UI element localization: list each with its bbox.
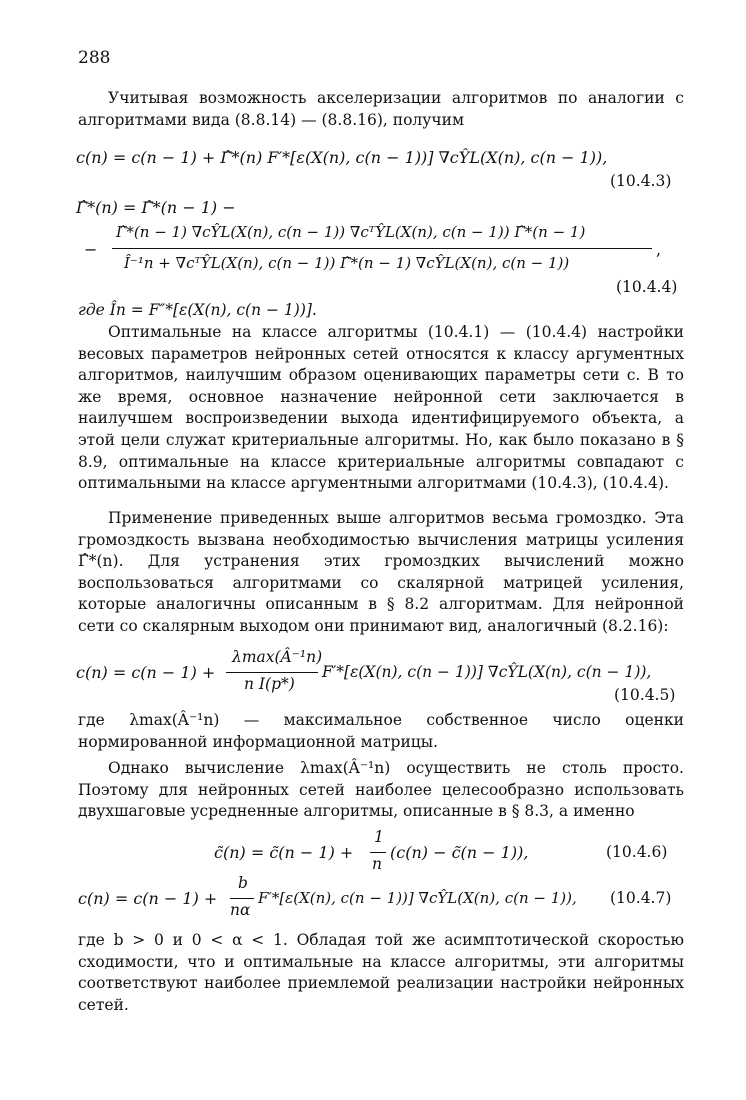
paragraph-3: Однако вычисление λmax(Â⁻¹n) осуществить не столь просто. Поэтому для нейронных сетей наиболее целесообразно использовать двухшаговые усредненные алгоритмы, описанные в § 8.3, а именно	[78, 759, 684, 821]
equation-10-4-7-denominator: nα	[230, 901, 251, 919]
equation-10-4-4-minus: −	[84, 240, 98, 259]
where-definition-1: где În = F″*[ε(X(n), c(n − 1))].	[78, 301, 317, 319]
equation-10-4-7-right: F′*[ε(X(n), c(n − 1))] ∇cŶL(X(n), c(n − 1)),	[258, 889, 577, 907]
equation-10-4-6-denominator: n	[372, 855, 382, 873]
equation-10-4-6-numerator: 1	[374, 828, 384, 846]
equation-10-4-7-left: c(n) = c(n − 1) +	[78, 889, 218, 908]
where-definition-2: где λmax(Â⁻¹n) — максимальное собственное число оценки нормированной информационной матрицы.	[78, 711, 684, 751]
equation-number-10-4-5: (10.4.5)	[614, 686, 676, 704]
page-number: 288	[78, 48, 111, 68]
equation-10-4-6-fraction-bar	[370, 852, 386, 853]
equation-10-4-4-line1: Γ̂*(n) = Γ̂*(n − 1) −	[76, 198, 236, 217]
equation-number-10-4-3: (10.4.3)	[610, 172, 672, 190]
equation-10-4-4-comma: ,	[656, 240, 662, 259]
equation-10-4-5-left: c(n) = c(n − 1) +	[76, 663, 216, 682]
equation-10-4-5-right: F′*[ε(X(n), c(n − 1))] ∇cŶL(X(n), c(n − 1)),	[322, 663, 652, 681]
equation-10-4-5-denominator: n I(p*)	[244, 675, 295, 693]
equation-10-4-7-fraction-bar	[230, 898, 254, 899]
intro-paragraph: Учитывая возможность акселеризации алгоритмов по аналогии с алгоритмами вида (8.8.14) — (8.8.16), получим	[78, 89, 684, 129]
equation-10-4-4-fraction-bar	[112, 248, 652, 249]
equation-number-10-4-4: (10.4.4)	[616, 278, 678, 296]
equation-10-4-5-fraction-bar	[226, 672, 318, 673]
equation-10-4-6-right: (c(n) − c̃(n − 1)),	[390, 843, 529, 862]
equation-number-10-4-7: (10.4.7)	[610, 889, 672, 907]
equation-10-4-6-left: c̃(n) = c̃(n − 1) +	[214, 843, 354, 862]
paragraph-4: где b > 0 и 0 < α < 1. Обладая той же асимптотической скоростью сходимости, что и оптимальные на классе алгоритмы, эти алгоритмы соответствуют наиболее приемлемой реализации настройки нейронных сетей.	[78, 931, 684, 1014]
equation-10-4-5-numerator: λmax(Â⁻¹n)	[232, 648, 323, 666]
equation-10-4-3: c(n) = c(n − 1) + Γ̂*(n) F′*[ε(X(n), c(n − 1))] ∇cŶL(X(n), c(n − 1)),	[76, 148, 608, 167]
equation-number-10-4-6: (10.4.6)	[606, 843, 668, 861]
equation-10-4-4-denominator: Î⁻¹n + ∇cᵀŶL(X(n), c(n − 1)) Γ̂*(n − 1) ∇cŶL(X(n), c(n − 1))	[124, 254, 570, 272]
equation-10-4-4-numerator: Γ̂*(n − 1) ∇cŶL(X(n), c(n − 1)) ∇cᵀŶL(X(n), c(n − 1)) Γ̂*(n − 1)	[116, 223, 586, 241]
paragraph-1: Оптимальные на классе алгоритмы (10.4.1) — (10.4.4) настройки весовых параметров нейронных сетей относятся к классу аргументных алгоритмов, наилучшим образом оценивающих параметры сети c. В то же время, основное назначение нейронной сети заключается в наилучшем воспроизведении выхода идентифицируемого объекта, а этой цели служат критериальные алгоритмы. Но, как было показано в § 8.9, оптимальные на классе критериальные алгоритмы совпадают с оптимальными на классе аргументными алгоритмами (10.4.3), (10.4.4).	[78, 323, 684, 493]
paragraph-2: Применение приведенных выше алгоритмов весьма громоздко. Эта громоздкость вызвана необходимостью вычисления матрицы усиления Γ̂*(n). Для устранения этих громоздких вычислений можно воспользоваться алгоритмами со скалярной матрицей усиления, которые аналогичны описанным в § 8.2 алгоритмам. Для нейронной сети со скалярным выходом они принимают вид, аналогичный (8.2.16):	[78, 509, 684, 635]
equation-10-4-7-numerator: b	[238, 874, 248, 892]
